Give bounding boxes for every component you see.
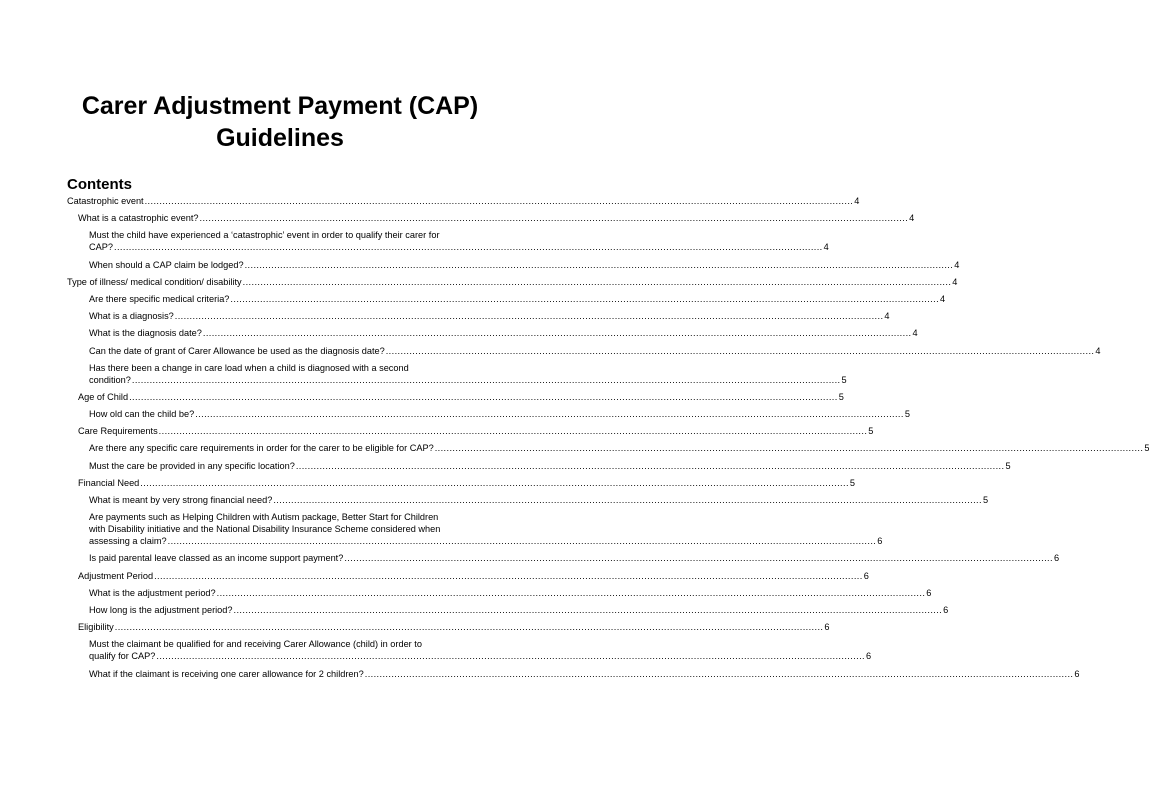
- toc-entry[interactable]: [67, 259, 960, 271]
- toc-entry[interactable]: [67, 460, 1011, 472]
- toc-entry-text-line: Must the child have experienced a ‘catastrophic’ event in order to qualify their carer for: [89, 230, 440, 241]
- toc-entry[interactable]: [67, 229, 829, 253]
- toc-entry[interactable]: [67, 276, 958, 288]
- toc-page-number: 5: [1005, 460, 1011, 471]
- toc-dot-leader: [243, 276, 952, 288]
- toc-dot-leader: [203, 327, 912, 339]
- toc-page-number: 5: [841, 374, 847, 385]
- toc-entry-title: Adjustment Period: [78, 570, 154, 581]
- toc-entry[interactable]: [67, 391, 844, 403]
- toc-entry-title: Must the care be provided in any specific location?: [89, 460, 295, 471]
- document-title: [0, 90, 560, 154]
- toc-entry-text-line: with Disability initiative and the National Disability Insurance Scheme considered when: [89, 524, 441, 535]
- toc-entry-line: [78, 621, 830, 633]
- toc-entry-title: qualify for CAP?: [89, 651, 156, 662]
- toc-page-number: 6: [1074, 668, 1080, 679]
- toc-entry-title: Type of illness/ medical condition/ disability: [67, 276, 242, 287]
- toc-page-number: 5: [982, 495, 989, 505]
- toc-entry-line: [78, 212, 915, 224]
- toc-entry[interactable]: [67, 570, 869, 582]
- toc-dot-leader: [140, 477, 849, 489]
- toc-entry-title: What is meant by very strong financial need?: [89, 495, 273, 505]
- title-line-1: Carer Adjustment Payment (CAP): [81, 92, 479, 120]
- toc-page-number: 4: [954, 259, 960, 270]
- toc-entry[interactable]: [67, 212, 915, 224]
- toc-entry[interactable]: [67, 604, 949, 616]
- toc-page-number: 4: [940, 293, 946, 304]
- toc-page-number: 5: [868, 426, 874, 437]
- toc-dot-leader: [195, 408, 904, 420]
- toc-dot-leader: [296, 460, 1005, 472]
- toc-entry-title: assessing a claim?: [89, 536, 167, 547]
- toc-entry[interactable]: [67, 494, 989, 506]
- toc-entry-line: [89, 374, 847, 386]
- toc-page-number: 6: [926, 587, 932, 598]
- toc-dot-leader: [115, 621, 824, 633]
- toc-page-number: 5: [904, 409, 910, 420]
- toc-page-number: 5: [838, 391, 844, 402]
- toc-page-number: 4: [909, 213, 915, 224]
- toc-entry-title: What if the claimant is receiving one carer allowance for 2 children?: [89, 668, 364, 679]
- toc-dot-leader: [132, 374, 841, 386]
- toc-entry[interactable]: [67, 668, 1080, 680]
- toc-dot-leader: [435, 442, 1144, 454]
- toc-dot-leader: [156, 650, 865, 662]
- toc-entry-line: [89, 408, 910, 420]
- toc-entry-title: condition?: [89, 374, 131, 385]
- toc-entry[interactable]: [67, 195, 860, 207]
- toc-page-number: 4: [1095, 345, 1101, 356]
- toc-page-number: 6: [863, 570, 869, 581]
- toc-entry-text-line: Has there been a change in care load when a child is diagnosed with a second: [89, 362, 409, 373]
- toc-entry-line: [78, 570, 869, 582]
- toc-dot-leader: [344, 552, 1053, 564]
- toc-dot-leader: [234, 604, 943, 616]
- toc-entry-line: [89, 494, 989, 506]
- toc-dot-leader: [114, 241, 823, 253]
- toc-entry-title: Care Requirements: [78, 426, 158, 437]
- toc-entry-line: [89, 327, 918, 339]
- toc-entry-line: [78, 391, 844, 403]
- toc-page-number: 5: [1144, 443, 1149, 454]
- toc-entry-title: What is the adjustment period?: [89, 587, 216, 598]
- toc-entry-title: How old can the child be?: [89, 409, 195, 420]
- toc-entry[interactable]: [67, 408, 910, 420]
- toc-dot-leader: [230, 293, 939, 305]
- toc-entry[interactable]: [67, 587, 932, 599]
- toc-page-number: 5: [849, 477, 856, 488]
- toc-entry-title: Can the date of grant of Carer Allowance be used as the diagnosis date?: [89, 345, 385, 356]
- toc-dot-leader: [154, 570, 863, 582]
- toc-entry-text-line: Are payments such as Helping Children with Autism package, Better Start for Children: [89, 512, 439, 523]
- toc-entry-line: [89, 293, 946, 305]
- toc-page-number: 6: [824, 622, 830, 633]
- toc-entry-line: [89, 460, 1011, 472]
- contents-heading: Contents: [67, 176, 132, 193]
- toc-entry-line: [89, 604, 949, 616]
- toc-entry-line: [89, 345, 1101, 357]
- toc-dot-leader: [273, 494, 982, 506]
- toc-dot-leader: [386, 345, 1095, 357]
- toc-entry-title: Catastrophic event: [67, 196, 144, 206]
- table-of-contents: [67, 195, 1149, 685]
- toc-entry-title: Eligibility: [78, 622, 114, 633]
- toc-entry[interactable]: [67, 511, 883, 547]
- toc-dot-leader: [175, 310, 884, 322]
- toc-page-number: 4: [854, 196, 860, 206]
- toc-dot-leader: [200, 212, 909, 224]
- toc-dot-leader: [245, 259, 954, 271]
- toc-entry[interactable]: [67, 442, 1149, 454]
- toc-entry-line: [89, 650, 872, 662]
- toc-entry-line: [89, 310, 890, 322]
- toc-entry[interactable]: [67, 327, 918, 339]
- toc-entry-line: [78, 477, 856, 489]
- toc-page-number: 6: [943, 604, 949, 615]
- toc-entry-line: [67, 195, 860, 207]
- toc-entry-line: [78, 425, 874, 437]
- toc-entry[interactable]: [67, 477, 856, 489]
- toc-entry-line: [89, 552, 1060, 564]
- toc-entry-title: How long is the adjustment period?: [89, 604, 233, 615]
- toc-page-number: 6: [877, 536, 883, 547]
- toc-entry-text-line: Must the claimant be qualified for and receiving Carer Allowance (child) in order to: [89, 639, 422, 650]
- toc-entry-title: Is paid parental leave classed as an income support payment?: [89, 553, 344, 564]
- toc-entry-line: [89, 587, 932, 599]
- toc-page-number: 4: [884, 311, 890, 322]
- toc-entry-line: [67, 276, 958, 288]
- toc-entry-line: [89, 535, 883, 547]
- toc-entry-line: [89, 259, 960, 271]
- toc-dot-leader: [159, 425, 868, 437]
- toc-page-number: 4: [952, 276, 958, 287]
- toc-dot-leader: [217, 587, 926, 599]
- toc-entry-line: [89, 668, 1080, 680]
- toc-dot-leader: [145, 195, 854, 207]
- toc-page-number: 6: [866, 651, 872, 662]
- toc-entry[interactable]: [67, 362, 847, 386]
- toc-entry-title: CAP?: [89, 242, 114, 253]
- toc-entry[interactable]: [67, 425, 874, 437]
- toc-entry-title: What is the diagnosis date?: [89, 328, 202, 339]
- toc-entry-title: When should a CAP claim be lodged?: [89, 259, 244, 270]
- toc-entry-title: What is a catastrophic event?: [78, 213, 199, 224]
- toc-entry-title: Are there any specific care requirements in order for the carer to be eligible for CAP?: [89, 443, 434, 454]
- title-line-2: Guidelines: [216, 124, 344, 152]
- toc-entry[interactable]: [67, 345, 1101, 357]
- toc-entry[interactable]: [67, 293, 946, 305]
- toc-page-number: 4: [823, 242, 829, 253]
- toc-entry-title: Age of Child: [78, 391, 129, 402]
- toc-dot-leader: [129, 391, 838, 403]
- toc-dot-leader: [365, 668, 1074, 680]
- toc-entry-title: Are there specific medical criteria?: [89, 293, 230, 304]
- toc-page-number: 4: [912, 328, 918, 339]
- toc-entry[interactable]: [67, 638, 872, 662]
- toc-entry-title: Financial Need: [78, 477, 140, 488]
- toc-entry-line: [89, 442, 1149, 454]
- toc-entry[interactable]: [67, 552, 1060, 564]
- toc-entry[interactable]: [67, 621, 830, 633]
- toc-page-number: 6: [1053, 553, 1060, 564]
- toc-entry[interactable]: [67, 310, 890, 322]
- toc-entry-title: What is a diagnosis?: [89, 311, 174, 322]
- toc-dot-leader: [168, 535, 877, 547]
- toc-entry-line: [89, 241, 829, 253]
